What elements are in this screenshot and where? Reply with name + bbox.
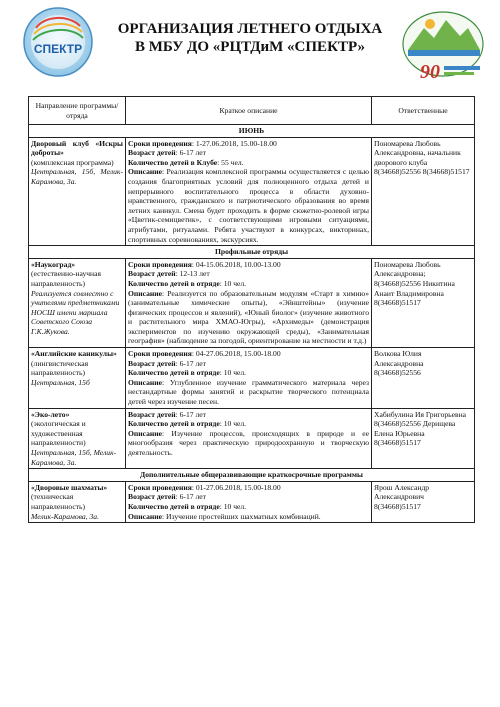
desc-value: : Углубленное изучение грамматического материала через нестандартные формы занятий и раскрытие творческого потенциала детей через изучение песен. [128,377,369,407]
program-cell [29,258,126,347]
responsible-cell: Волкова Юлия Александровна 8(34668)52556 [372,348,475,409]
count-label: Количество детей в отряде [128,368,220,378]
section-title-profile: Профильные отряды [29,246,475,259]
dates-label: Сроки проведения [128,349,192,359]
desc-value: : Реализация комплексной программы осуществляется с целью создания благоприятных условий для полноценного отдыха детей и непрерывного воспитательного процесса в области духовно-нравственного, гражданского и патриотического образования во время летних каникул. Смена будет проходить в форме сюжетно-ролевой игры «Цветик-семицветик», с соответствующими игровыми ситуациями, атрибутами, ритуалами. Ребята участвуют в конкурсах, викторинах, спортивных соревнованиях, экскурсиях. [128,167,369,244]
age-label: Возраст детей [128,269,176,279]
responsible-cell: Хабибулина Ия Григорьевна 8(34668)52556 Дерищева Елена Юрьевна 8(34668)51517 [372,408,475,469]
dates-value: : 01-27.06.2018, 15.00-18.00 [191,482,281,492]
title-line-2: В МБУ ДО «РЦТДиМ «СПЕКТР» [135,39,365,55]
table-row [29,481,475,522]
program-name: «Наукоград» [31,259,76,269]
desc-label: Описание [128,428,163,438]
age-value: : 6-17 лет [175,492,206,502]
count-value: : 55 чел. [217,157,244,167]
svg-text:СПЕКТР: СПЕКТР [33,42,83,56]
program-name: Дворовый клуб «Искры доброты» [31,138,123,158]
program-name: «Эко-лето» [31,409,70,419]
program-type: (комплексная программа) [31,157,114,167]
age-value: : 6-17 лет [175,409,206,419]
count-label: Количество детей в Клубе [128,157,218,167]
desc-value: : Реализуется по образовательным модулям «Старт в химию» (занимательные химические опыты), «Эйнштейны» (изучение физических процессов и явлений), «Юный биолог» (изучение животного и растительного мира ХМАО-Югры), «Архимеды» (демонстрация экспериментов по изучению окружающей среды), «Занимательная география» (наблюдение за погодой, ориентирование на местности и т.д.) [128,288,369,346]
section-row [29,125,475,138]
dates-value: : 04-27.06.2018, 15.00-18.00 [191,349,281,359]
spektr-logo [22,6,94,78]
description-cell [126,481,372,522]
section-row [29,246,475,259]
count-value: : 10 чел. [219,368,247,378]
desc-label: Описание [128,167,163,177]
column-header: Ответственные [372,97,475,125]
svg-text:90: 90 [420,61,440,83]
age-label: Возраст детей [128,409,176,419]
age-label: Возраст детей [128,148,176,158]
program-type: (лингвистическая направленность) [31,358,89,378]
count-label: Количество детей в отряде [128,419,220,429]
program-address: Центральная, 15б [31,377,90,387]
count-value: : 10 чел. [219,419,247,429]
dates-value: : 04-15.06.2018, 10.00-13.00 [191,259,281,269]
anniversary-logo [398,6,488,86]
count-value: : 10 чел. [219,501,247,511]
column-header: Направление программы/отряда [29,97,126,125]
description-cell [126,408,372,469]
dates-value: : 1-27.06.2018, 15.00-18.00 [191,138,277,148]
desc-label: Описание [128,288,163,298]
title-line-1: ОРГАНИЗАЦИЯ ЛЕТНЕГО ОТДЫХА [117,21,383,37]
program-cell [29,408,126,469]
program-cell [29,348,126,409]
dates-label: Сроки проведения [128,259,192,269]
count-label: Количество детей в отряде [128,278,220,288]
description-cell [126,348,372,409]
age-label: Возраст детей [128,358,176,368]
program-type: (естественно-научная направленность) [31,269,101,288]
program-address: Центральная, 15б, Мелик-Карамова, 3а. [31,167,123,186]
table-row [29,348,475,409]
page-title [100,20,400,56]
table-row [29,258,475,347]
desc-value: : Изучение процессов, происходящих в природе и ее многообразия через практическую природоохранную и творческую деятельность. [128,428,369,457]
program-address: Реализуется совместно с учителями предметниками НОСШ имени маршала Советского Союза Г.К.Жукова. [31,288,120,336]
age-value: : 12-13 лет [175,269,210,279]
program-address: Центральная, 15б, Мелик-Карамова, 3а. [31,448,117,467]
program-name: «Английские каникулы» [31,349,117,359]
desc-label: Описание [128,377,163,387]
program-name: «Дворовые шахматы» [31,482,108,492]
description-cell [126,137,372,246]
table-row [29,408,475,469]
responsible-cell: Пономарева Любовь Александровна, начальник дворового клуба 8(34668)52556 8(34668)51517 [372,137,475,246]
desc-value: : Изучение простейших шахматных комбинаций. [162,511,321,521]
age-value: : 6-17 лет [175,148,206,158]
column-header: Краткое описание [126,97,372,125]
desc-label: Описание [128,511,163,521]
age-value: : 6-17 лет [175,358,206,368]
program-cell [29,481,126,522]
section-title-extra: Дополнительные общеразвивающие краткосрочные программы [29,469,475,482]
program-type: (техническая направленность) [31,492,86,511]
dates-label: Сроки проведения [128,138,192,148]
program-cell [29,137,126,246]
dates-label: Сроки проведения [128,482,192,492]
section-row [29,469,475,482]
program-address: Мелик-Карамова, 3а. [31,511,99,521]
count-value: : 10 чел. [219,278,247,288]
age-label: Возраст детей [128,492,176,502]
table-header-row [29,97,475,125]
table-row [29,137,475,246]
program-type: (экологическая и художественная направленности) [31,419,86,448]
responsible-cell: Пономарева Любовь Александровна; 8(34668)52556 Никитина Анаит Владимировна 8(34668)51517 [372,258,475,347]
summer-programs-table [28,96,475,523]
count-label: Количество детей в отряде [128,501,220,511]
responsible-cell: Ярош Александр Александрович 8(34668)51517 [372,481,475,522]
description-cell [126,258,372,347]
section-title-june: ИЮНЬ [29,125,475,138]
